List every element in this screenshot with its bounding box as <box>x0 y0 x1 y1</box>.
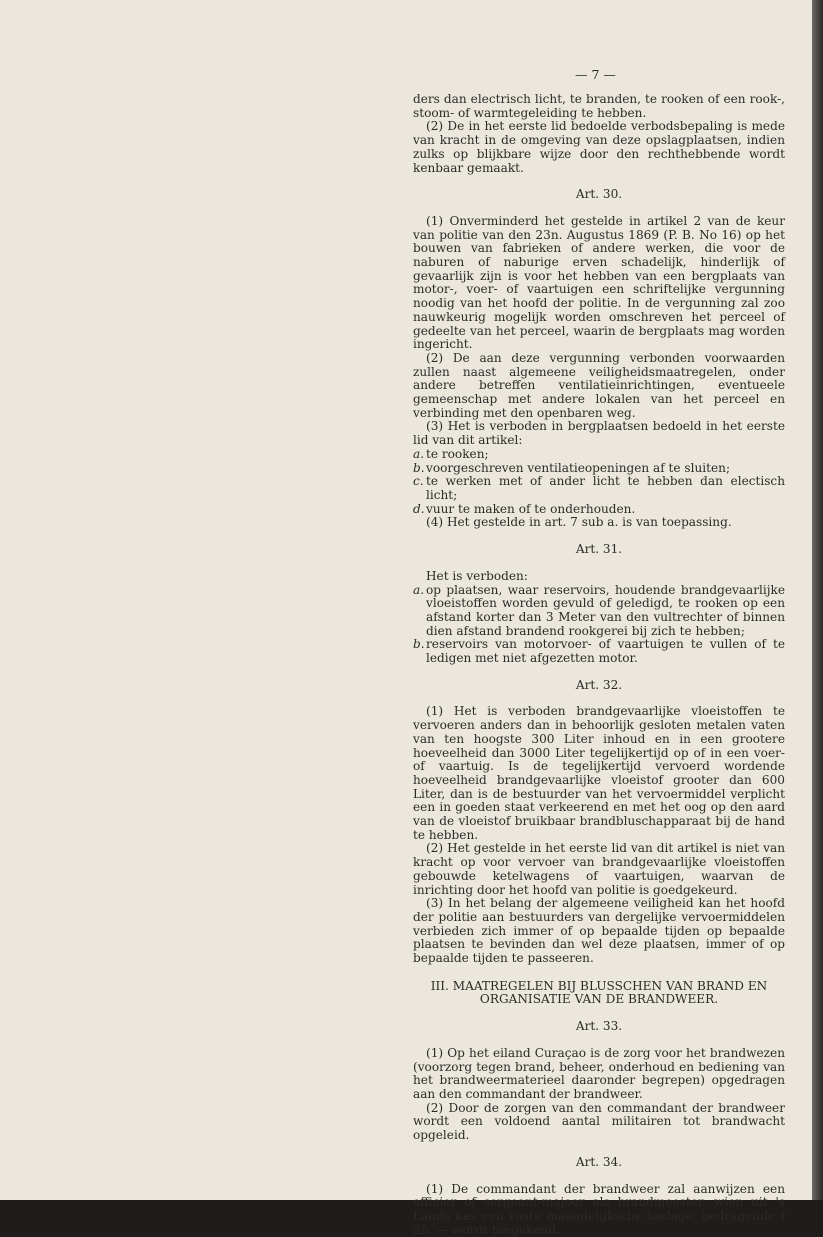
list-item <box>413 638 785 665</box>
paragraph: (3) Het is verboden in bergplaatsen bedoeld in het eerste lid van dit artikel: <box>413 419 785 448</box>
list-item-label: b. <box>413 460 425 475</box>
list-item-text: te werken met of ander licht te hebben dan electisch licht; <box>426 474 785 502</box>
list-item-label: a. <box>413 582 425 597</box>
article-heading: Art. 33. <box>575 1019 623 1034</box>
paragraph: (2) De aan deze vergunning verbonden voorwaarden zullen naast algemeene veiligheidsmaatregelen, onder andere betreffen ventilatieinrichtingen, eventueele gemeenschap met andere lokalen van het perceel en verbinding met den openbaren weg. <box>413 350 785 420</box>
list-item-text: reservoirs van motorvoer- of vaartuigen te vullen of te ledigen met niet afgezetten motor. <box>426 637 785 666</box>
list-item <box>413 584 785 639</box>
paragraph: ders dan electrisch licht, te branden, te rooken of een rook-, stoom- of warmtegeleiding te hebben. <box>413 92 785 120</box>
paragraph: (1) Het is verboden brandgevaarlijke vloeistoffen te vervoeren anders dan in behoorlijk gesloten metalen vaten van ten hoogste 300 Liter inhoud en in een grootere hoeveelheid dan 3000 Liter tegelijkertijd op of in een voer- of vaartuig. Is de tegelijkertijd vervoerd wordende hoeveelheid brandgevaarlijke vloeistof grooter dan 600 Liter, dan is de bestuurder van het vervoermiddel verplicht een in goeden staat verkeerend en met het oog op den aard van de vloeistof bruikbaar brandbluschapparaat bij de hand te hebben. <box>413 704 785 842</box>
list-item-label: a. <box>413 446 425 461</box>
list-item-label: b. <box>413 637 425 652</box>
list-item-label: c. <box>413 474 424 489</box>
paragraph: Het is verboden: <box>426 568 528 583</box>
section-heading: III. MAATREGELEN BIJ BLUSSCHEN VAN BRAND EN ORGANISATIE VAN DE BRANDWEER. <box>430 978 768 1007</box>
page-edge <box>812 0 823 1200</box>
list-item-text: te rooken; <box>426 446 489 461</box>
list-item-text: op plaatsen, waar reservoirs, houdende brandgevaarlijke vloeistoffen worden gevuld of geledigd, te rooken op een afstand korter dan 3 Meter van den vultrechter of binnen dien afstand brandend rookgerei bij zich te hebben; <box>426 582 785 638</box>
list-item <box>413 503 785 517</box>
list-item <box>413 448 785 462</box>
article-heading: Art. 30. <box>575 187 623 202</box>
page-number: — 7 — <box>575 67 616 82</box>
paragraph: (4) Het gestelde in art. 7 sub a. is van toepassing. <box>426 515 732 530</box>
paragraph: (2) Het gestelde in het eerste lid van dit artikel is niet van kracht op voor vervoer van brandgevaarlijke vloeistoffen gebouwde ketelwagens of vaartuigen, waarvan de inrichting door het hoofd van politie is goedgekeurd. <box>413 841 785 897</box>
paragraph: (1) De commandant der brandweer zal aanwijzen een officier of sergeant-majoor als brandmeester, wien uit 's Lands kas een vaste maandelijksche toelage, bedragende f 25. — wordt toegekend. <box>413 1181 785 1237</box>
paragraph: (1) Op het eiland Curaçao is de zorg voor het brandwezen (voorzorg tegen brand, beheer, onderhoud en bediening van het brandweermaterieel daaronder begrepen) opgedragen aan den commandant der brandweer. <box>413 1045 785 1101</box>
document-body <box>413 93 785 1237</box>
article-heading: Art. 32. <box>575 677 623 692</box>
paragraph: (2) De in het eerste lid bedoelde verbodsbepaling is mede van kracht in de omgeving van deze opslagplaatsen, indien zulks op blijkbare wijze door den rechthebbende wordt kenbaar gemaakt. <box>413 119 785 175</box>
paragraph: (1) Onverminderd het gestelde in artikel 2 van de keur van politie van den 23n. Augustus 1869 (P. B. No 16) op het bouwen van fabrieken of andere werken, die voor de naburen of naburige erven schadelijk, hinderlijk of gevaarlijk zijn is voor het hebben van een bergplaats van motor-, voer- of vaartuigen een schriftelijke vergunning noodig van het hoofd der politie. In de vergunning zal zoo nauwkeurig mogelijk worden omschreven het perceel of gedeelte van het perceel, waarin de bergplaats mag worden ingericht. <box>413 213 785 352</box>
paragraph: (3) In het belang der algemeene veiligheid kan het hoofd der politie aan bestuurders van dergelijke vervoermiddelen verbieden zich immer of op bepaalde tijden op bepaalde plaatsen te bevinden dan wel deze plaatsen, immer of op bepaalde tijden te passeeren. <box>413 896 785 966</box>
paragraph: (2) Door de zorgen van den commandant der brandweer wordt een voldoend aantal militairen tot brandwacht opgeleid. <box>413 1100 785 1143</box>
list-item <box>413 462 785 476</box>
list-item <box>413 475 785 502</box>
list-item-label: d. <box>413 501 425 516</box>
list-item-text: vuur te maken of te onderhouden. <box>426 501 636 516</box>
list-item-text: voorgeschreven ventilatieopeningen af te sluiten; <box>426 460 731 475</box>
article-heading: Art. 31. <box>575 542 623 557</box>
article-heading: Art. 34. <box>575 1154 623 1169</box>
